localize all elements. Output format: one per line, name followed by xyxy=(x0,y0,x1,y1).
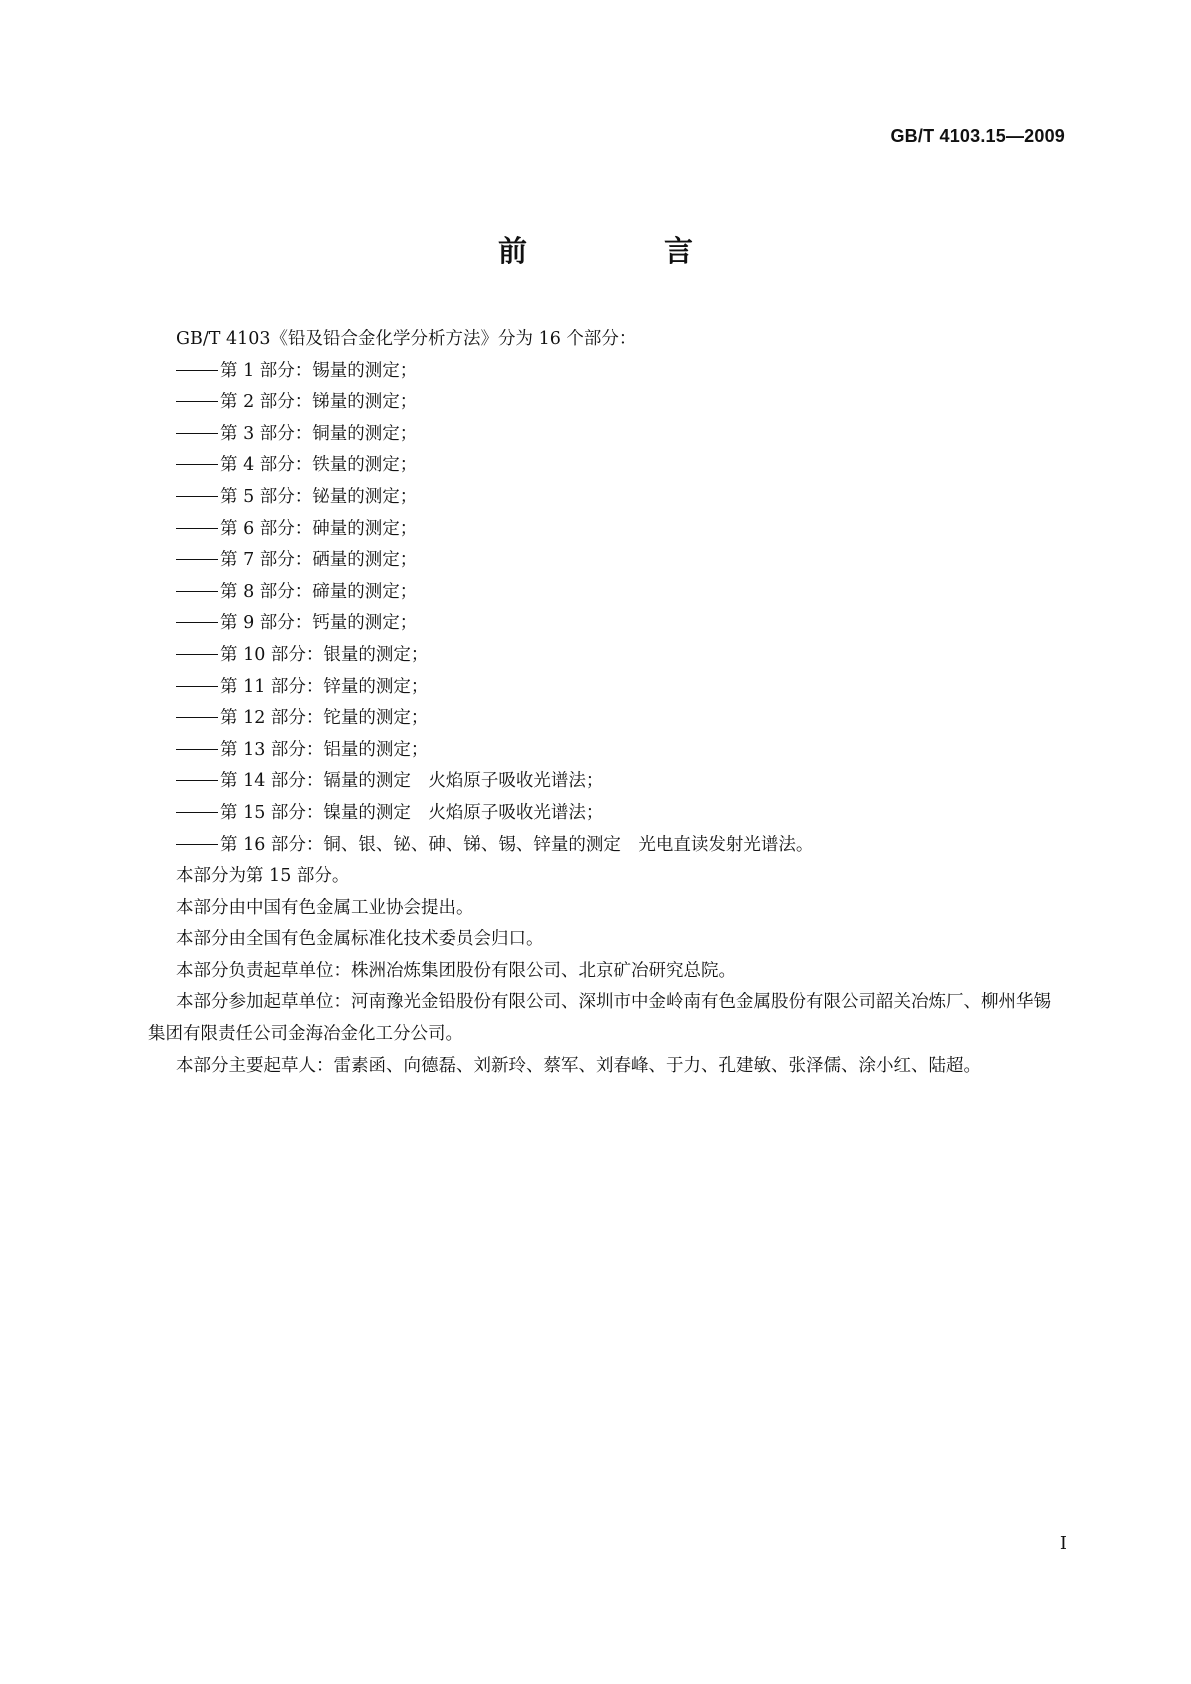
dash-marker xyxy=(176,370,218,371)
list-item xyxy=(148,766,1068,798)
parts-list xyxy=(148,356,1068,862)
dash-marker xyxy=(176,780,218,781)
dash-marker xyxy=(176,622,218,623)
dash-marker xyxy=(176,844,218,845)
dash-marker xyxy=(176,654,218,655)
list-item-text: 第 2 部分：锑量的测定； xyxy=(220,392,418,413)
dash-marker xyxy=(176,591,218,592)
list-item xyxy=(148,387,1068,419)
list-item xyxy=(148,703,1068,735)
list-item-text: 第 6 部分：砷量的测定； xyxy=(220,518,418,539)
list-item-text: 第 9 部分：钙量的测定； xyxy=(220,613,418,634)
part-number-paragraph: 本部分为第 15 部分。 xyxy=(176,866,350,887)
list-item-text: 第 11 部分：锌量的测定； xyxy=(220,676,429,697)
list-item-text: 第 12 部分：铊量的测定； xyxy=(220,708,429,729)
dash-marker xyxy=(176,401,218,402)
dash-marker xyxy=(176,812,218,813)
list-item xyxy=(148,830,1068,862)
list-item xyxy=(148,735,1068,767)
participating-units-paragraph: 本部分参加起草单位：河南豫光金铅股份有限公司、深圳市中金岭南有色金属股份有限公司韶关冶炼厂、柳州华锡集团有限责任公司金海冶金化工分公司。 xyxy=(148,992,1051,1045)
list-item xyxy=(148,482,1068,514)
page-number: I xyxy=(1059,1533,1067,1554)
list-item-text: 第 14 部分：镉量的测定 火焰原子吸收光谱法； xyxy=(220,771,604,792)
dash-marker xyxy=(176,749,218,750)
dash-marker xyxy=(176,464,218,465)
proposed-by-paragraph: 本部分由中国有色金属工业协会提出。 xyxy=(176,897,474,918)
list-item xyxy=(148,419,1068,451)
list-item xyxy=(148,798,1068,830)
list-item xyxy=(148,608,1068,640)
standard-number: GB/T 4103.15—2009 xyxy=(890,126,1065,146)
list-item-text: 第 4 部分：铁量的测定； xyxy=(220,455,418,476)
dash-marker xyxy=(176,433,218,434)
list-item-text: 第 13 部分：铝量的测定； xyxy=(220,739,429,760)
list-item-text: 第 8 部分：碲量的测定； xyxy=(220,581,418,602)
list-item-text: 第 5 部分：铋量的测定； xyxy=(220,486,418,507)
list-item-text: 第 3 部分：铜量的测定； xyxy=(220,423,418,444)
drafters-paragraph: 本部分主要起草人：雷素函、向德磊、刘新玲、蔡军、刘春峰、于力、孔建敏、张泽儒、涂小红、陆超。 xyxy=(176,1055,981,1076)
list-item xyxy=(148,356,1068,388)
list-item-text: 第 15 部分：镍量的测定 火焰原子吸收光谱法； xyxy=(220,802,604,823)
centralized-by-paragraph: 本部分由全国有色金属标准化技术委员会归口。 xyxy=(176,929,544,950)
list-item xyxy=(148,450,1068,482)
list-item-text: 第 10 部分：银量的测定； xyxy=(220,644,429,665)
page-title: 前 言 xyxy=(497,234,747,268)
intro-paragraph: GB/T 4103《铅及铅合金化学分析方法》分为 16 个部分： xyxy=(176,329,637,349)
dash-marker xyxy=(176,559,218,560)
list-item xyxy=(148,545,1068,577)
list-item-text: 第 1 部分：锡量的测定； xyxy=(220,360,418,381)
list-item-text: 第 16 部分：铜、银、铋、砷、锑、锡、锌量的测定 光电直读发射光谱法。 xyxy=(220,834,814,855)
list-item xyxy=(148,640,1068,672)
dash-marker xyxy=(176,686,218,687)
foreword-body xyxy=(148,324,1068,1082)
dash-marker xyxy=(176,528,218,529)
drafting-unit-paragraph: 本部分负责起草单位：株洲冶炼集团股份有限公司、北京矿冶研究总院。 xyxy=(176,960,736,981)
dash-marker xyxy=(176,717,218,718)
list-item xyxy=(148,672,1068,704)
list-item xyxy=(148,514,1068,546)
dash-marker xyxy=(176,496,218,497)
list-item-text: 第 7 部分：硒量的测定； xyxy=(220,550,418,571)
list-item xyxy=(148,577,1068,609)
